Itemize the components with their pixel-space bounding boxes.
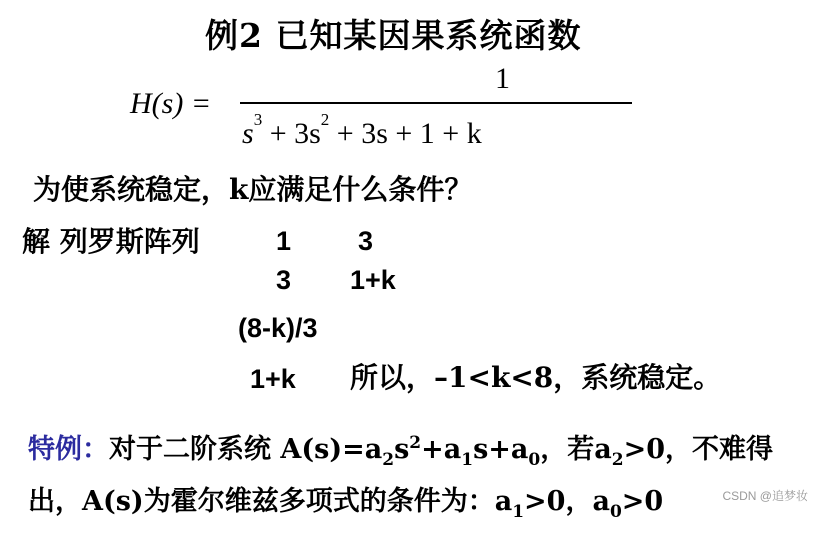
formula-numerator: 1 [495, 62, 510, 95]
routh-r1-c1: 1 [276, 226, 292, 256]
den-term-3: + 3s + 1 + k [336, 117, 482, 150]
den-term-2: + 3s [269, 117, 321, 150]
den-term-1: s [242, 117, 254, 150]
question-text: 为使系统稳定，k应满足什么条件？ [33, 173, 473, 206]
den-exp-2: 2 [320, 110, 330, 129]
routh-r2-c1: 3 [276, 265, 292, 295]
special-keyword: 特例： [28, 434, 109, 465]
conclusion-text: 所以，–1<k<8，系统稳定。 [350, 361, 722, 394]
routh-r1-c2: 3 [358, 226, 374, 256]
solution-label: 解 列罗斯阵列 [22, 225, 200, 258]
formula-lhs: H(s) = [130, 87, 212, 120]
routh-r3-c1: (8-k)/3 [238, 313, 318, 343]
special-line-2: 出，A(s)为霍尔维兹多项式的条件为：$a_1>0$，$a_0>0$ [28, 486, 664, 522]
formula-denominator [242, 110, 482, 151]
page-title: 例2 已知某因果系统函数 [205, 16, 582, 55]
watermark: CSDN @追梦妆 [722, 489, 808, 503]
routh-r4-c1: 1+k [250, 364, 296, 394]
special-case-block [28, 422, 773, 533]
routh-r2-c2: 1+k [350, 265, 396, 295]
fraction-bar [240, 102, 632, 104]
special-line-1: 特例：对于二阶系统 $A(s)=a_2s^2+a_1s+a_0$，若$a_2>0$，不难得 [28, 433, 774, 470]
den-exp-1: 3 [253, 110, 263, 129]
